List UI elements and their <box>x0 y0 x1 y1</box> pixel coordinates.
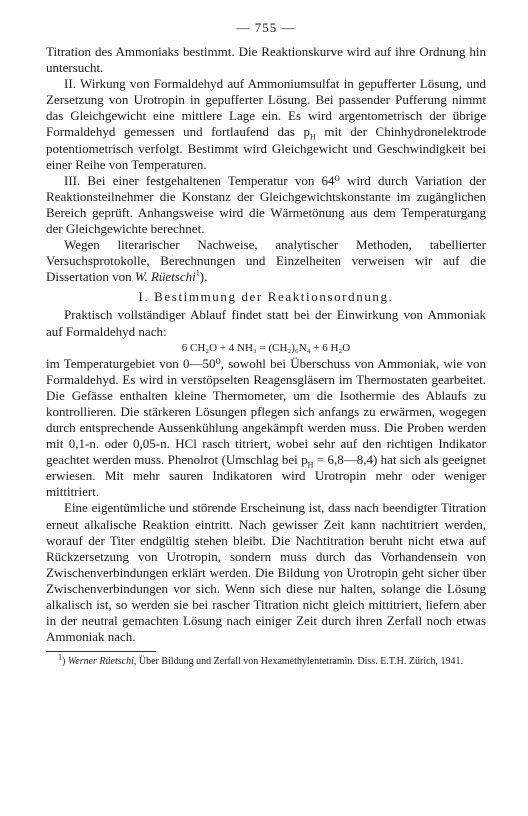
author-name: W. Rüetschi <box>134 269 196 285</box>
paragraph-intro-reaction: Praktisch vollständiger Ablauf findet statt bei der Einwirkung von Ammoniak auf Formaldehyd nach: <box>46 307 486 339</box>
footnote-author: Werner Rüetschi, <box>67 656 137 668</box>
footnote-number: 1 <box>58 652 62 662</box>
paragraph-section-iii: III. Bei einer festgehaltenen Temperatur von 64⁰ wird durch Variation der Reaktionsteilnehmer die Konstanz der Gleichgewichtskonstante im zugänglichen Bereich geprüft. Anhangsweise wird die Wärmetönung aus dem Temperaturgang der Gleichgewichte berechnet. <box>46 172 486 237</box>
paragraph-references: Wegen literarischer Nachweise, analytischer Methoden, tabellierter Versuchsprotokolle, Berechnungen und Einzelheiten verweisen wir auf die Dissertation von W. Rüetschi$^1$). <box>46 237 486 285</box>
footnote: $^1$) Werner Rüetschi, Über Bildung und Zerfall von Hexamethylentetramin. Diss. E.T.H. Zürich, 1941. <box>58 652 464 668</box>
paragraph-back-titration: Eine eigentümliche und störende Erscheinung ist, dass nach beendigter Titration erneut alkalische Reaktion eintritt. Nach gewisser Zeit kann nachtitriert werden, worauf der Titer endgültig stehen bleibt. Die Nachtitration beruht nicht etwa auf Rückzersetzung von Urotropin, sondern muss durch das Vorhandensein von Zwischenverbindungen erklärt werden. Die Bildung von Urotropin geht sicher über Zwischenverbindungen vor sich. Wenn sich diese nur halten, solange die Lösung alkalisch ist, so werden sie bei rascher Titration nicht gleich mittitriert, liefern aber in der neutral gemachten Lösung nach einiger Zeit durch ihren Zerfall noch etwas Ammoniak nach. <box>46 500 486 645</box>
chemical-equation: 6 CH₂O + 4 NH₃ = (CH₂)₆N₄ + 6 H₂O <box>181 341 351 354</box>
paragraph-text-continued: mit der Chinhydronelektrode potentiometrisch verfolgt. Bestimmt wird Gleichgewicht und Geschwindigkeit bei einer Reihe von Temperaturen. <box>46 124 486 172</box>
paragraph-continuation: Titration des Ammoniaks bestimmt. Die Reaktionskurve wird auf ihre Ordnung hin untersucht. <box>46 44 486 76</box>
page-number: — 755 — <box>236 20 296 35</box>
footnote-text: Über Bildung und Zerfall von Hexamethylentetramin. Diss. E.T.H. Zürich, 1941. <box>136 656 464 668</box>
footnote-marker: 1 <box>195 268 200 278</box>
section-heading: I. Bestimmung der Reaktionsordnung. <box>138 289 394 305</box>
paragraph-temperature-range: im Temperaturgebiet von 0—50⁰, sowohl bei Überschuss von Ammoniak, wie von Formaldehyd. Es wird in verstöpselten Reagensgläsern im Thermostaten gearbeitet. Die Gefässe enthalten kleine Thermometer, um die Isothermie des Ablaufs zu kontrollieren. Die stärkeren Lösungen pflegen sich anfangs zu erwärmen, wogegen durch entsprechende Aussenkühlung angekämpft werden muss. Die Proben werden mit 0,1-n. oder 0,05-n. HCl rasch titriert, wobei sehr auf den richtigen Indikator geachtet werden muss. Phenolrot (Umschlag bei $p_H$ = 6,8—8,4) hat sich als geeignet erwiesen. Mit mehr sauren Indikatoren wird Urotropin mehr oder weniger mittitriert. <box>46 355 486 500</box>
footnote-divider <box>46 651 156 652</box>
ph-symbol: $p_H$ <box>301 452 314 470</box>
ph-symbol: $p_H$ <box>303 124 316 143</box>
document-page <box>46 20 486 668</box>
paragraph-text: II. Wirkung von Formaldehyd auf Ammoniumsulfat in gepufferter Lösung, und Zersetzung von Urotropin in gepufferter Lösung. Bei passender Pufferung nimmt das Gleichgewicht eine mittlere Lage ein. Es wird argentometrisch der übrige Formaldehyd gemessen und fortlaufend das <box>46 76 486 140</box>
paragraph-section-ii <box>46 76 486 173</box>
